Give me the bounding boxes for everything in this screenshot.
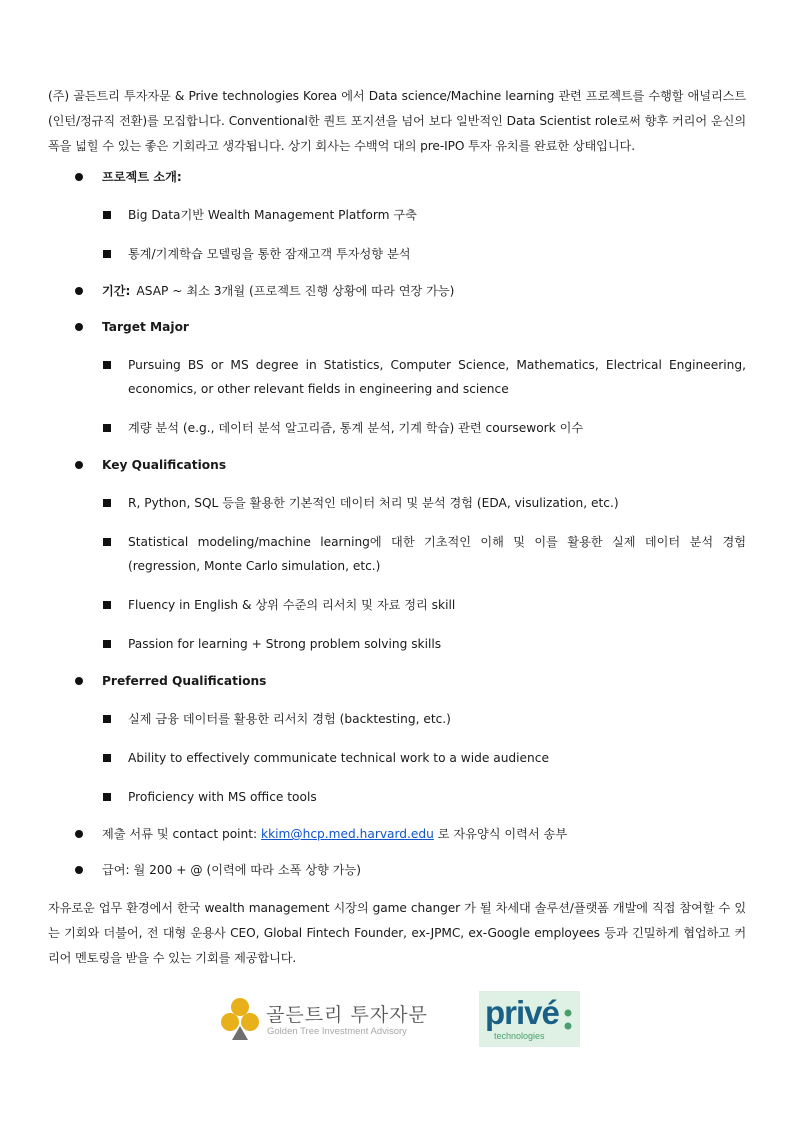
section-submission <box>48 824 746 845</box>
square-bullet-icon <box>103 715 111 723</box>
job-posting <box>48 84 746 971</box>
square-bullet-icon <box>103 640 111 648</box>
list-item: 통계/기계학습 모델링을 통한 잠재고객 투자성향 분석 <box>102 242 746 266</box>
list-item: Proficiency with MS office tools <box>102 785 746 809</box>
square-bullet-icon <box>103 250 111 258</box>
bullet-dot-icon <box>75 287 83 295</box>
square-bullet-icon <box>103 793 111 801</box>
sub-list <box>102 491 746 656</box>
list-item: Fluency in English & 상위 수준의 리서치 및 자료 정리 skill <box>102 593 746 617</box>
submission-prefix: 제출 서류 및 contact point: <box>102 827 262 841</box>
prive-colon-icon <box>564 1008 572 1032</box>
section-heading: Key Qualifications <box>102 458 227 472</box>
list-item: Pursuing BS or MS degree in Statistics, Computer Science, Mathematics, Electrical Engineering, economics, or other relevant fields in engineering and science <box>102 353 746 401</box>
list-item: 계량 분석 (e.g., 데이터 분석 알고리즘, 통계 분석, 기계 학습) 관련 coursework 이수 <box>102 416 746 440</box>
period-text: ASAP ~ 최소 3개월 (프로젝트 진행 상황에 따라 연장 가능) <box>136 284 455 298</box>
prive-subtitle: technologies <box>494 1031 545 1041</box>
square-bullet-icon <box>103 499 111 507</box>
golden-tree-logo-icon <box>220 996 260 1044</box>
list-item: Statistical modeling/machine learning에 대한 기초적인 이해 및 이를 활용한 실제 데이터 분석 경험 (regression, Monte Carlo simulation, etc.) <box>102 530 746 578</box>
square-bullet-icon <box>103 424 111 432</box>
main-bullet-list <box>48 167 746 881</box>
bullet-dot-icon <box>75 830 83 838</box>
list-item: Big Data기반 Wealth Management Platform 구축 <box>102 203 746 227</box>
section-key-qualifications <box>48 455 746 656</box>
list-item: Passion for learning + Strong problem solving skills <box>102 632 746 656</box>
logo-bar <box>0 990 794 1050</box>
bullet-dot-icon <box>75 173 83 181</box>
section-period <box>48 281 746 302</box>
prive-logo <box>479 991 580 1047</box>
section-project <box>48 167 746 266</box>
bullet-dot-icon <box>75 323 83 331</box>
prive-logo-icon: privé <box>485 994 559 1031</box>
section-target-major <box>48 317 746 440</box>
section-heading: 기간: <box>102 284 131 298</box>
submission-suffix: 로 자유양식 이력서 송부 <box>433 827 568 841</box>
bullet-dot-icon <box>75 677 83 685</box>
sub-list <box>102 707 746 809</box>
square-bullet-icon <box>103 538 111 546</box>
section-heading: Target Major <box>102 320 189 334</box>
intro-paragraph: (주) 골든트리 투자자문 & Prive technologies Korea 에서 Data science/Machine learning 관련 프로젝트를 수행할 애널리스트 (인턴/정규직 전환)를 모집합니다. Conventional한 퀀트 포지션을 넘어 보다 일반적인 Data Scientist role로써 향후 커리어 운신의 폭을 넓힐 수 있는 좋은 기회라고 생각됩니다. 상기 회사는 수백억 대의 pre-IPO 투자 유치를 완료한 상태입니다. <box>48 89 746 153</box>
section-heading: Preferred Qualifications <box>102 674 267 688</box>
sub-list <box>102 203 746 266</box>
square-bullet-icon <box>103 211 111 219</box>
golden-tree-logo <box>220 996 430 1044</box>
square-bullet-icon <box>103 361 111 369</box>
list-item: 실제 금융 데이터를 활용한 리서치 경험 (backtesting, etc.) <box>102 707 746 731</box>
list-item: Ability to effectively communicate technical work to a wide audience <box>102 746 746 770</box>
golden-tree-subtitle: Golden Tree Investment Advisory <box>267 1026 407 1037</box>
bullet-dot-icon <box>75 866 83 874</box>
bullet-dot-icon <box>75 461 83 469</box>
salary-text: 급여: 월 200 + @ (이력에 따라 소폭 상향 가능) <box>102 863 361 877</box>
section-salary <box>48 860 746 881</box>
section-preferred-qualifications <box>48 671 746 809</box>
section-heading: 프로젝트 소개: <box>102 170 182 184</box>
contact-email-link[interactable]: kkim@hcp.med.harvard.edu <box>261 827 434 841</box>
sub-list <box>102 353 746 440</box>
square-bullet-icon <box>103 754 111 762</box>
golden-tree-name: 골든트리 투자자문 <box>266 1004 428 1026</box>
list-item: R, Python, SQL 등을 활용한 기본적인 데이터 처리 및 분석 경험 (EDA, visulization, etc.) <box>102 491 746 515</box>
square-bullet-icon <box>103 601 111 609</box>
closing-paragraph: 자유로운 업무 환경에서 한국 wealth management 시장의 game changer 가 될 차세대 솔루션/플랫폼 개발에 직접 참여할 수 있는 기회와 더불어, 전 대형 운용사 CEO, Global Fintech Founder, ex-JPMC, ex-Google employees 등과 긴밀하게 협업하고 커리어 멘토링을 받을 수 있는 기회를 제공합니다. <box>48 901 746 965</box>
